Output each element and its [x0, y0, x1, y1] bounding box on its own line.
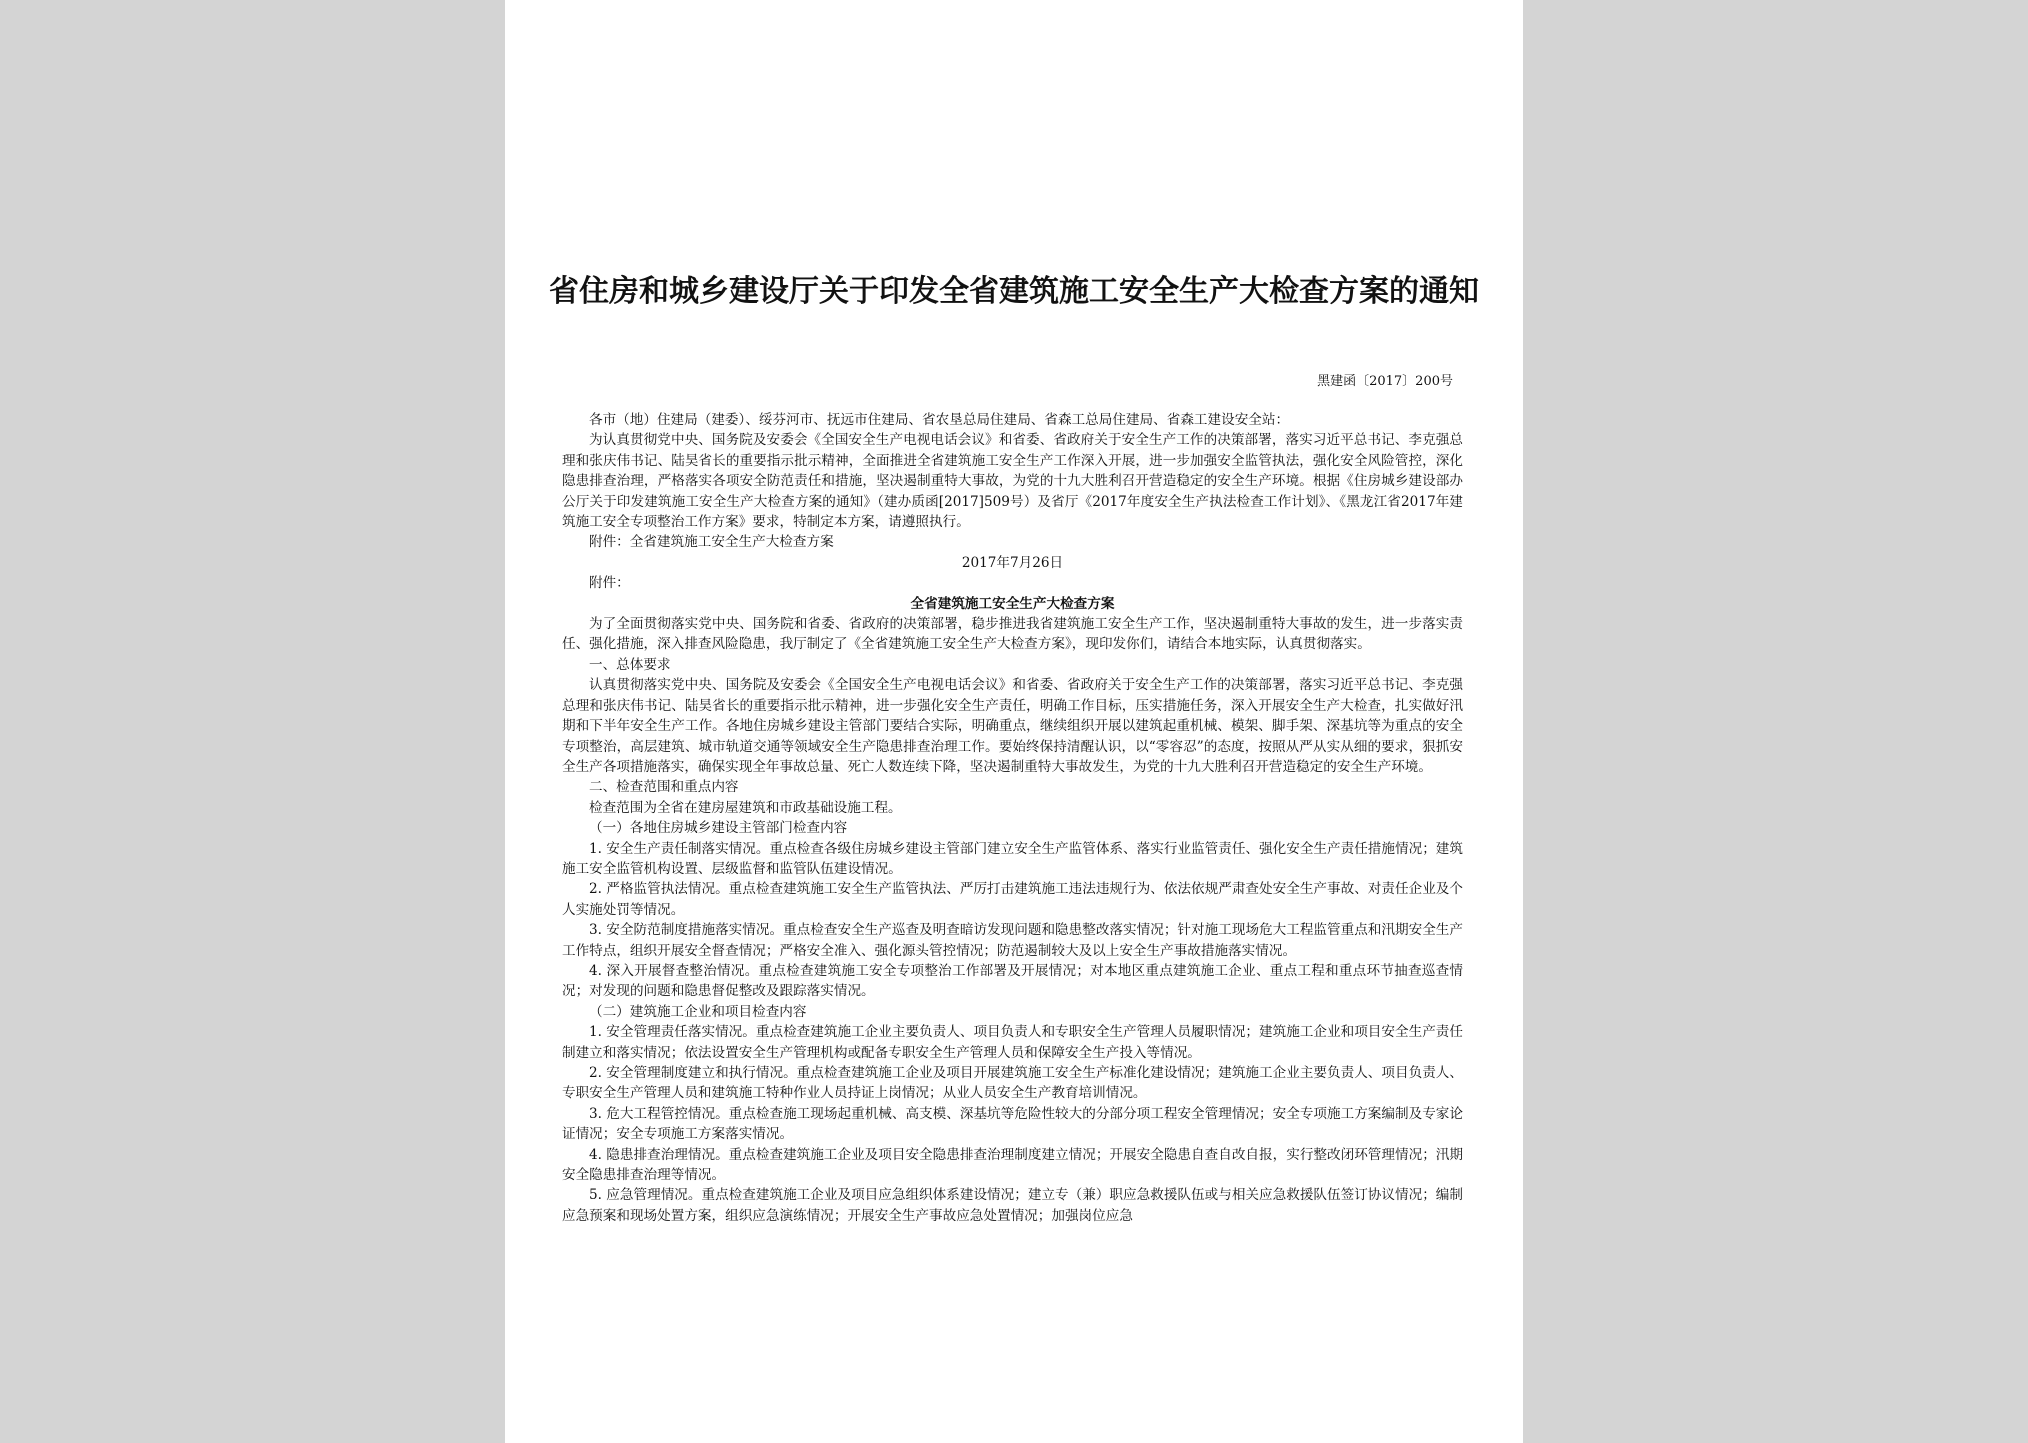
document-body	[562, 410, 1463, 1226]
section-heading: 一、总体要求	[589, 656, 671, 673]
list-item: 3. 危大工程管控情况。重点检查施工现场起重机械、高支模、深基坑等危险性较大的分部分项工程安全管理情况；安全专项施工方案编制及专家论证情况；安全专项施工方案落实情况。	[562, 1105, 1463, 1143]
section-heading: 二、检查范围和重点内容	[589, 779, 739, 796]
attachment-label: 附件：	[589, 575, 630, 592]
plan-title: 全省建筑施工安全生产大检查方案	[910, 595, 1115, 612]
document-title: 省住房和城乡建设厅关于印发全省建筑施工安全生产大检查方案的通知	[549, 274, 1479, 309]
section-paragraph: 检查范围为全省在建房屋建筑和市政基础设施工程。	[589, 799, 902, 816]
list-item: 3. 安全防范制度措施落实情况。重点检查安全生产巡查及明查暗访发现问题和隐患整改落实情况；针对施工现场危大工程监管重点和汛期安全生产工作特点，组织开展安全督查情况；严格安全准入、强化源头管控情况；防范遏制较大及以上安全生产事故措施落实情况。	[562, 922, 1463, 959]
intro-paragraph: 为认真贯彻党中央、国务院及安委会《全国安全生产电视电话会议》和省委、省政府关于安全生产工作的决策部署，落实习近平总书记、李克强总理和张庆伟书记、陆昊省长的重要指示批示精神，全面推进全省建筑施工安全生产工作深入开展，进一步加强安全监管执法，强化安全风险管控，深化隐患排查治理，严格落实各项安全防范责任和措施，坚决遏制重特大事故，为党的十九大胜利召开营造稳定的安全生产环境。根据《住房城乡建设部办公厅关于印发建筑施工安全生产大检查方案的通知》（建办质函[2017]509号）及省厅《2017年度安全生产执法检查工作计划》、《黑龙江省2017年建筑施工安全专项整治工作方案》要求，特制定本方案，请遵照执行。	[562, 432, 1463, 531]
plan-intro: 为了全面贯彻落实党中央、国务院和省委、省政府的决策部署，稳步推进我省建筑施工安全生产工作，坚决遏制重特大事故的发生，进一步落实责任、强化措施，深入排查风险隐患，我厅制定了《全省建筑施工安全生产大检查方案》，现印发你们，请结合本地实际，认真贯彻落实。	[562, 616, 1463, 653]
list-item: 1. 安全生产责任制落实情况。重点检查各级住房城乡建设主管部门建立安全生产监管体系、落实行业监管责任、强化安全生产责任措施情况；建筑施工安全监管机构设置、层级监督和监管队伍建设情况。	[562, 840, 1463, 877]
subsection-heading: （二）建筑施工企业和项目检查内容	[589, 1003, 807, 1020]
section-paragraph: 认真贯彻落实党中央、国务院及安委会《全国安全生产电视电话会议》和省委、省政府关于安全生产工作的决策部署，落实习近平总书记、李克强总理和张庆伟书记、陆昊省长的重要指示批示精神，进一步强化安全生产责任，明确工作目标，压实措施任务，深入开展安全生产大检查，扎实做好汛期和下半年安全生产工作。各地住房城乡建设主管部门要结合实际，明确重点，继续组织开展以建筑起重机械、模架、脚手架、深基坑等为重点的安全专项整治，高层建筑、城市轨道交通等领域安全生产隐患排查治理工作。要始终保持清醒认识，以“零容忍”的态度，按照从严从实从细的要求，狠抓安全生产各项措施落实，确保实现全年事故总量、死亡人数连续下降，坚决遏制重特大事故发生，为党的十九大胜利召开营造稳定的安全生产环境。	[562, 677, 1463, 775]
attachment-line: 附件：全省建筑施工安全生产大检查方案	[589, 534, 834, 551]
issue-date: 2017年7月26日	[961, 554, 1064, 571]
addressee: 各市（地）住建局（建委）、绥芬河市、抚远市住建局、省农垦总局住建局、省森工总局住建局、省森工建设安全站：	[589, 412, 1290, 428]
document-number: 黑建函〔2017〕200号	[1317, 374, 1453, 389]
list-item: 4. 隐患排查治理情况。重点检查建筑施工企业及项目安全隐患排查治理制度建立情况；开展安全隐患自查自改自报，实行整改闭环管理情况；汛期安全隐患排查治理等情况。	[562, 1146, 1463, 1184]
list-item: 2. 安全管理制度建立和执行情况。重点检查建筑施工企业及项目开展建筑施工安全生产标准化建设情况；建筑施工企业主要负责人、项目负责人、专职安全生产管理人员和建筑施工特种作业人员持证上岗情况；从业人员安全生产教育培训情况。	[562, 1065, 1463, 1102]
list-item: 5. 应急管理情况。重点检查建筑施工企业及项目应急组织体系建设情况；建立专（兼）职应急救援队伍或与相关应急救援队伍签订协议情况；编制应急预案和现场处置方案，组织应急演练情况；开展安全生产事故应急处置情况；加强岗位应急	[562, 1187, 1463, 1224]
subsection-heading: （一）各地住房城乡建设主管部门检查内容	[589, 820, 848, 837]
list-item: 2. 严格监管执法情况。重点检查建筑施工安全生产监管执法、严厉打击建筑施工违法违规行为、依法依规严肃查处安全生产事故、对责任企业及个人实施处罚等情况。	[562, 881, 1463, 918]
list-item: 1. 安全管理责任落实情况。重点检查建筑施工企业主要负责人、项目负责人和专职安全生产管理人员履职情况；建筑施工企业和项目安全生产责任制建立和落实情况；依法设置安全生产管理机构或配备专职安全生产管理人员和保障安全生产投入等情况。	[562, 1024, 1463, 1061]
document-page	[505, 0, 1523, 1443]
list-item: 4. 深入开展督查整治情况。重点检查建筑施工安全专项整治工作部署及开展情况；对本地区重点建筑施工企业、重点工程和重点环节抽查巡查情况；对发现的问题和隐患督促整改及跟踪落实情况。	[562, 962, 1463, 1000]
